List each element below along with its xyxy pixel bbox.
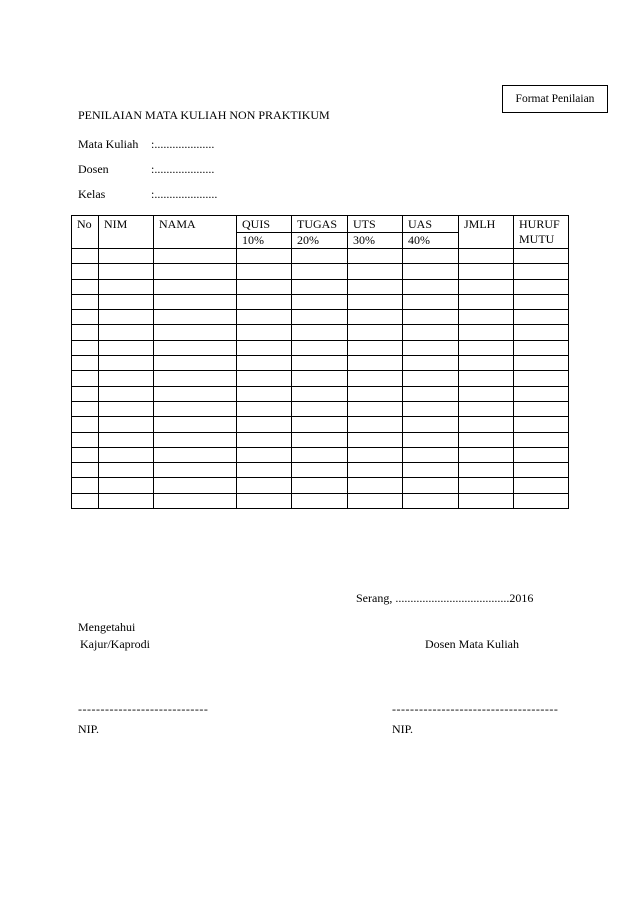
header-tugas-weight: 20%	[292, 233, 348, 249]
table-cell	[459, 432, 514, 447]
table-cell	[348, 463, 403, 478]
table-cell	[72, 447, 99, 462]
table-cell	[403, 463, 459, 478]
table-cell	[154, 478, 237, 493]
header-uts: UTS	[348, 216, 403, 233]
table-cell	[154, 417, 237, 432]
table-cell	[514, 294, 569, 309]
document-title: PENILAIAN MATA KULIAH NON PRAKTIKUM	[78, 108, 330, 122]
table-cell	[403, 310, 459, 325]
table-cell	[514, 310, 569, 325]
table-cell	[292, 447, 348, 462]
table-cell	[72, 356, 99, 371]
field-value-dosen: :....................	[151, 162, 215, 176]
table-cell	[237, 371, 292, 386]
table-cell	[72, 340, 99, 355]
acknowledgement-label: Mengetahui	[78, 620, 136, 634]
table-cell	[237, 279, 292, 294]
table-cell	[72, 386, 99, 401]
table-cell	[154, 356, 237, 371]
table-cell	[154, 447, 237, 462]
table-cell	[514, 279, 569, 294]
table-cell	[459, 340, 514, 355]
table-cell	[514, 478, 569, 493]
table-cell	[348, 264, 403, 279]
table-cell	[514, 264, 569, 279]
table-cell	[403, 493, 459, 508]
table-cell	[292, 294, 348, 309]
table-cell	[99, 371, 154, 386]
table-cell	[99, 340, 154, 355]
table-cell	[403, 294, 459, 309]
table-row	[72, 264, 569, 279]
table-cell	[459, 386, 514, 401]
header-no: No	[72, 216, 99, 249]
table-cell	[403, 264, 459, 279]
table-cell	[403, 356, 459, 371]
table-cell	[154, 325, 237, 340]
table-cell	[348, 493, 403, 508]
table-cell	[237, 294, 292, 309]
table-cell	[459, 371, 514, 386]
table-cell	[237, 386, 292, 401]
table-cell	[292, 356, 348, 371]
table-cell	[99, 432, 154, 447]
table-cell	[403, 417, 459, 432]
table-cell	[154, 401, 237, 416]
table-cell	[514, 463, 569, 478]
table-cell	[348, 386, 403, 401]
table-cell	[99, 463, 154, 478]
table-cell	[459, 356, 514, 371]
header-quis: QUIS	[237, 216, 292, 233]
table-cell	[292, 279, 348, 294]
table-row	[72, 325, 569, 340]
table-row	[72, 340, 569, 355]
table-cell	[99, 325, 154, 340]
table-cell	[72, 264, 99, 279]
table-cell	[292, 417, 348, 432]
table-cell	[72, 478, 99, 493]
table-row	[72, 371, 569, 386]
table-cell	[99, 356, 154, 371]
table-cell	[348, 310, 403, 325]
table-cell	[459, 447, 514, 462]
table-cell	[514, 386, 569, 401]
table-cell	[72, 493, 99, 508]
table-row	[72, 294, 569, 309]
table-cell	[403, 371, 459, 386]
header-jmlh: JMLH	[459, 216, 514, 249]
table-cell	[237, 310, 292, 325]
table-cell	[237, 356, 292, 371]
table-cell	[348, 294, 403, 309]
header-huruf: HURUF	[519, 217, 560, 231]
table-row	[72, 432, 569, 447]
table-cell	[348, 432, 403, 447]
header-nim: NIM	[99, 216, 154, 249]
table-row	[72, 249, 569, 264]
header-quis-weight: 10%	[237, 233, 292, 249]
header-tugas: TUGAS	[292, 216, 348, 233]
table-cell	[348, 325, 403, 340]
table-cell	[403, 340, 459, 355]
table-cell	[154, 264, 237, 279]
table-cell	[348, 279, 403, 294]
table-cell	[72, 371, 99, 386]
table-row	[72, 386, 569, 401]
table-cell	[348, 249, 403, 264]
header-mutu: MUTU	[519, 232, 555, 246]
table-cell	[514, 432, 569, 447]
field-label-mata-kuliah: Mata Kuliah	[78, 137, 139, 151]
field-label-kelas: Kelas	[78, 187, 106, 201]
table-cell	[459, 264, 514, 279]
table-cell	[237, 401, 292, 416]
table-row	[72, 447, 569, 462]
table-cell	[514, 325, 569, 340]
table-row	[72, 463, 569, 478]
table-cell	[403, 401, 459, 416]
table-cell	[403, 279, 459, 294]
format-label: Format Penilaian	[502, 85, 608, 113]
table-cell	[514, 356, 569, 371]
table-cell	[292, 386, 348, 401]
table-cell	[348, 478, 403, 493]
table-cell	[154, 294, 237, 309]
table-cell	[348, 447, 403, 462]
table-cell	[292, 249, 348, 264]
table-cell	[403, 386, 459, 401]
table-cell	[72, 310, 99, 325]
table-cell	[459, 493, 514, 508]
table-row	[72, 279, 569, 294]
table-cell	[72, 249, 99, 264]
table-cell	[237, 432, 292, 447]
table-cell	[154, 493, 237, 508]
table-cell	[72, 463, 99, 478]
table-row	[72, 401, 569, 416]
table-cell	[514, 447, 569, 462]
table-row	[72, 417, 569, 432]
field-label-dosen: Dosen	[78, 162, 109, 176]
right-nip-label: NIP.	[392, 722, 414, 736]
table-cell	[99, 310, 154, 325]
table-cell	[237, 249, 292, 264]
table-cell	[348, 340, 403, 355]
table-cell	[459, 478, 514, 493]
grades-table	[71, 215, 569, 509]
table-cell	[292, 325, 348, 340]
table-cell	[99, 493, 154, 508]
table-cell	[292, 432, 348, 447]
table-cell	[237, 417, 292, 432]
table-cell	[348, 401, 403, 416]
table-cell	[99, 264, 154, 279]
table-cell	[403, 249, 459, 264]
table-cell	[99, 401, 154, 416]
table-cell	[237, 478, 292, 493]
header-huruf-mutu	[514, 216, 569, 249]
table-cell	[514, 417, 569, 432]
table-cell	[72, 294, 99, 309]
right-signature-line: -------------------------------------	[392, 702, 559, 716]
table-cell	[99, 294, 154, 309]
table-cell	[99, 279, 154, 294]
table-cell	[99, 417, 154, 432]
header-uas: UAS	[403, 216, 459, 233]
table-cell	[237, 493, 292, 508]
table-cell	[514, 401, 569, 416]
table-cell	[292, 264, 348, 279]
table-cell	[403, 325, 459, 340]
table-cell	[292, 310, 348, 325]
table-cell	[99, 447, 154, 462]
table-cell	[292, 478, 348, 493]
table-cell	[292, 463, 348, 478]
table-cell	[72, 417, 99, 432]
table-cell	[348, 417, 403, 432]
table-cell	[514, 340, 569, 355]
table-row	[72, 478, 569, 493]
table-cell	[237, 447, 292, 462]
table-cell	[292, 340, 348, 355]
table-cell	[154, 463, 237, 478]
header-nama: NAMA	[154, 216, 237, 249]
left-signature-line: -----------------------------	[78, 702, 209, 716]
table-cell	[403, 432, 459, 447]
table-cell	[237, 340, 292, 355]
table-cell	[459, 401, 514, 416]
table-cell	[292, 401, 348, 416]
header-uts-weight: 30%	[348, 233, 403, 249]
table-cell	[72, 325, 99, 340]
table-cell	[99, 386, 154, 401]
table-row	[72, 356, 569, 371]
table-cell	[237, 264, 292, 279]
field-value-mata-kuliah: :....................	[151, 137, 215, 151]
table-cell	[348, 356, 403, 371]
table-cell	[72, 432, 99, 447]
table-cell	[292, 493, 348, 508]
table-cell	[154, 386, 237, 401]
table-cell	[99, 478, 154, 493]
dosen-role-label: Dosen Mata Kuliah	[425, 637, 519, 651]
table-cell	[99, 249, 154, 264]
table-cell	[348, 371, 403, 386]
table-cell	[154, 340, 237, 355]
table-cell	[154, 279, 237, 294]
header-uas-weight: 40%	[403, 233, 459, 249]
kajur-role-label: Kajur/Kaprodi	[80, 637, 150, 651]
table-cell	[72, 401, 99, 416]
table-cell	[154, 371, 237, 386]
table-cell	[459, 417, 514, 432]
table-cell	[154, 310, 237, 325]
table-cell	[514, 493, 569, 508]
place-date: Serang, ......................................2016	[356, 591, 534, 605]
table-cell	[154, 249, 237, 264]
table-cell	[403, 478, 459, 493]
table-cell	[154, 432, 237, 447]
table-cell	[459, 310, 514, 325]
table-cell	[459, 325, 514, 340]
left-nip-label: NIP.	[78, 722, 100, 736]
table-cell	[292, 371, 348, 386]
field-value-kelas: :.....................	[151, 187, 218, 201]
table-cell	[459, 294, 514, 309]
table-cell	[403, 447, 459, 462]
table-cell	[237, 325, 292, 340]
table-cell	[72, 279, 99, 294]
table-cell	[514, 249, 569, 264]
table-row	[72, 493, 569, 508]
table-cell	[459, 463, 514, 478]
table-cell	[237, 463, 292, 478]
table-cell	[459, 249, 514, 264]
table-row	[72, 310, 569, 325]
table-cell	[514, 371, 569, 386]
table-cell	[459, 279, 514, 294]
